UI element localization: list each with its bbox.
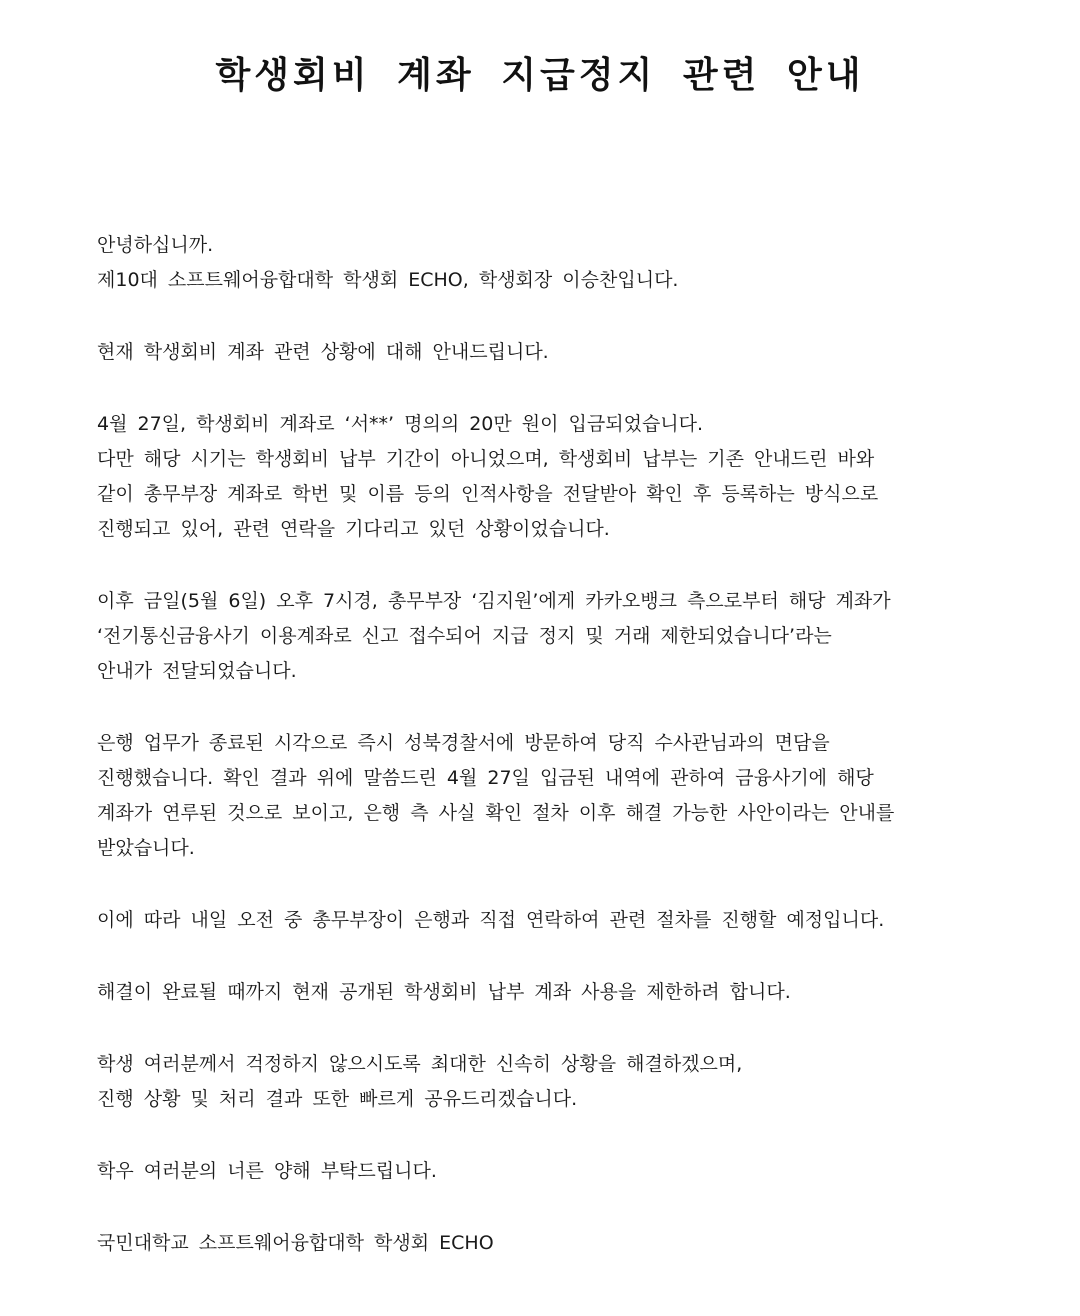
signature [97,1226,977,1261]
next-steps-paragraph [97,903,977,938]
paragraph-line: 학생 여러분께서 걱정하지 않으시도록 최대한 신속히 상황을 해결하겠으며, [97,1053,743,1075]
paragraph-line: 이후 금일(5월 6일) 오후 7시경, 총무부장 ‘김지원’에게 카카오뱅크 측으로부터 해당 계좌가 [97,590,891,612]
notice-body [97,228,977,1261]
purpose-line: 현재 학생회비 계좌 관련 상황에 대해 안내드립니다. [97,341,549,363]
paragraph-line: 받았습니다. [97,837,195,859]
purpose-paragraph [97,335,977,370]
assurance-paragraph [97,1047,977,1117]
paragraph-line: 계좌가 연루된 것으로 보이고, 은행 측 사실 확인 절차 이후 해결 가능한 사안이라는 안내를 [97,802,895,824]
paragraph-line: 진행 상황 및 처리 결과 또한 빠르게 공유드리겠습니다. [97,1088,578,1110]
closing-paragraph [97,1154,977,1189]
paragraph-line: ‘전기통신금융사기 이용계좌로 신고 접수되어 지급 정지 및 거래 제한되었습니다’라는 [97,625,832,647]
notice-title: 학생회비 계좌 지급정지 관련 안내 [215,55,865,96]
greeting-line: 안녕하십니까. [97,234,214,256]
closing-line: 학우 여러분의 너른 양해 부탁드립니다. [97,1160,437,1182]
paragraph-line: 은행 업무가 종료된 시각으로 즉시 성북경찰서에 방문하여 당직 수사관님과의 면담을 [97,732,830,754]
paragraph-line: 다만 해당 시기는 학생회비 납부 기간이 아니었으며, 학생회비 납부는 기존 안내드린 바와 [97,448,875,470]
introduction-line: 제10대 소프트웨어융합대학 학생회 ECHO, 학생회장 이승찬입니다. [97,269,679,291]
signature-line: 국민대학교 소프트웨어융합대학 학생회 ECHO [97,1232,494,1254]
greeting-paragraph [97,228,977,298]
paragraph-line: 이에 따라 내일 오전 중 총무부장이 은행과 직접 연락하여 관련 절차를 진행할 예정입니다. [97,909,885,931]
paragraph-line: 같이 총무부장 계좌로 학번 및 이름 등의 인적사항을 전달받아 확인 후 등록하는 방식으로 [97,483,879,505]
account-restriction-paragraph [97,975,977,1010]
paragraph-line: 해결이 완료될 때까지 현재 공개된 학생회비 납부 계좌 사용을 제한하려 합니다. [97,981,791,1003]
police-visit-paragraph [97,726,977,866]
paragraph-line: 안내가 전달되었습니다. [97,660,297,682]
suspension-paragraph [97,584,977,689]
paragraph-line: 4월 27일, 학생회비 계좌로 ‘서**’ 명의의 20만 원이 입금되었습니다. [97,413,704,435]
paragraph-line: 진행되고 있어, 관련 연락을 기다리고 있던 상황이었습니다. [97,518,610,540]
deposit-paragraph [97,407,977,547]
paragraph-line: 진행했습니다. 확인 결과 위에 말씀드린 4월 27일 입금된 내역에 관하여 금융사기에 해당 [97,767,874,789]
